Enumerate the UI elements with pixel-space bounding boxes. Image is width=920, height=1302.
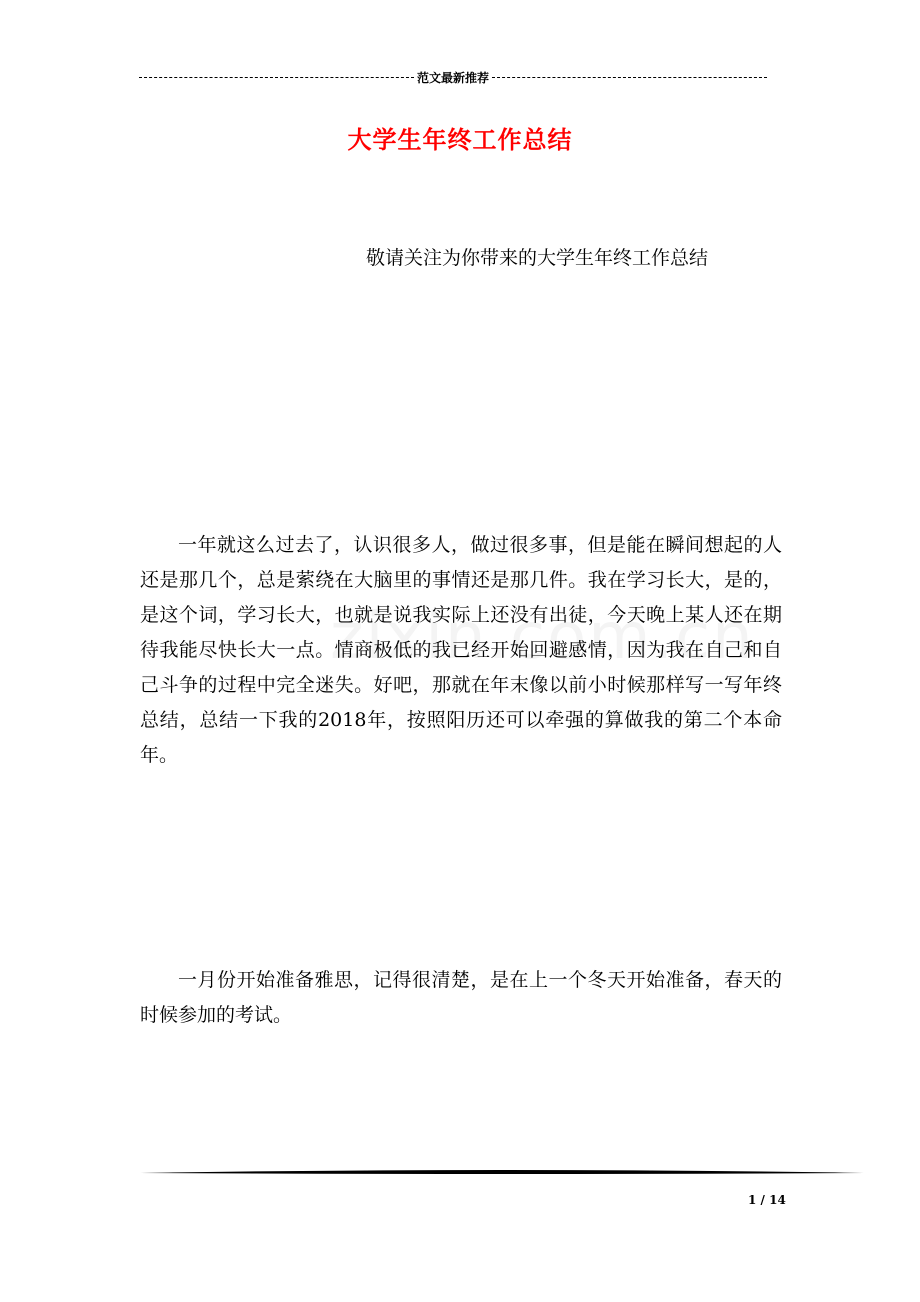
header-dash-left [139,77,414,78]
document-title: 大学生年终工作总结 [347,126,573,154]
page-header [138,69,768,85]
body-paragraph-1: 一年就这么过去了，认识很多人，做过很多事，但是能在瞬间想起的人还是那几个，总是萦绕在大脑里的事情还是那几件。我在学习长大，是的，是这个词，学习长大，也就是说我实际上还没有出徒，今天晚上某人还在期待我能尽快长大一点。情商极低的我已经开始回避感情，因为我在自己和自己斗争的过程中完全迷失。好吧，那就在年末像以前小时候那样写一写年终总结，总结一下我的2018年，按照阳历还可以牵强的算做我的第二个本命年。 [140,534,782,766]
page-number: 1 / 14 [748,1193,786,1207]
intro-line: 敬请关注为你带来的大学生年终工作总结 [366,247,709,269]
footer-rule [140,1166,864,1178]
header-label: 范文最新推荐 [417,70,490,85]
body-paragraph-2: 一月份开始准备雅思，记得很清楚，是在上一个冬天开始准备，春天的时候参加的考试。 [140,969,782,1026]
header-dash-right [492,77,767,78]
